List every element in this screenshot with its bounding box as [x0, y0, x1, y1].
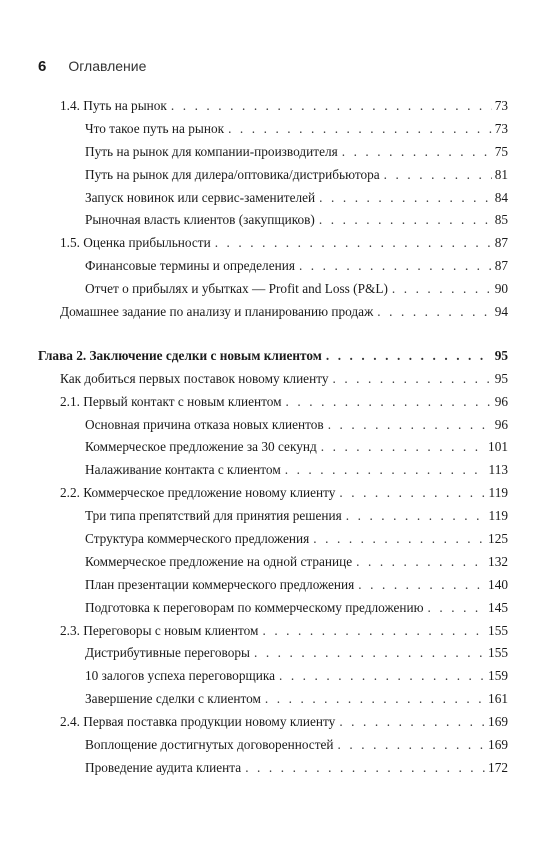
toc-entry[interactable] [38, 757, 508, 780]
dot-leader [299, 255, 492, 278]
dot-leader [228, 118, 492, 141]
dot-leader [215, 232, 492, 255]
toc-entry-title: Запуск новинок или сервис-заменителей [85, 189, 316, 205]
toc-entry[interactable] [38, 95, 508, 118]
toc-entry-title: 1.5. Оценка прибыльности [60, 235, 211, 251]
dot-leader [279, 665, 485, 688]
toc-entry-title: Завершение сделки с клиентом [85, 691, 261, 707]
toc-entry-title: Коммерческое предложение на одной странице [85, 553, 353, 569]
toc-entry-page: 87 [494, 258, 508, 274]
toc-entry-title: Коммерческое предложение за 30 секунд [85, 439, 317, 455]
toc-entry-title: Основная причина отказа новых клиентов [85, 416, 324, 432]
toc-entry-page: 161 [488, 691, 508, 707]
dot-leader [377, 301, 491, 324]
toc-entry-page: 85 [494, 212, 508, 228]
toc-entry[interactable] [38, 301, 508, 324]
toc-entry[interactable] [38, 255, 508, 278]
dot-leader [285, 459, 486, 482]
dot-leader [171, 95, 492, 118]
toc-entry-page: 96 [494, 416, 508, 432]
toc-entry[interactable] [38, 391, 508, 414]
toc-entry-title: 10 залогов успеха переговорщика [85, 668, 275, 684]
toc-entry-title: Путь на рынок для компании-производителя [85, 143, 338, 159]
toc-entry-title: Что такое путь на рынок [85, 120, 225, 136]
toc-entry-title: Отчет о прибылях и убытках — Profit and Loss (P&L) [85, 281, 388, 297]
toc-entry-title: Структура коммерческого предложения [85, 531, 310, 547]
toc-entry[interactable] [38, 414, 508, 437]
toc-entry-page: 95 [494, 370, 508, 386]
toc-entry-page: 119 [488, 485, 508, 501]
toc-entry[interactable] [38, 278, 508, 301]
toc-entry[interactable] [38, 574, 508, 597]
page-header [38, 58, 146, 75]
toc-entry[interactable] [38, 665, 508, 688]
toc-entry-title: 2.3. Переговоры с новым клиентом [60, 622, 259, 638]
dot-leader [342, 141, 492, 164]
toc-entry-page: 145 [488, 599, 508, 615]
toc-entry-page: 159 [488, 668, 508, 684]
dot-leader [265, 688, 485, 711]
dot-leader [319, 187, 492, 210]
toc-entry-title: Подготовка к переговорам по коммерческому предложению [85, 599, 424, 615]
toc-entry[interactable] [38, 528, 508, 551]
toc-entry-page: 84 [494, 189, 508, 205]
toc-entry-page: 169 [488, 714, 508, 730]
dot-leader [339, 482, 485, 505]
toc-entry[interactable] [38, 232, 508, 255]
page-number: 6 [38, 58, 47, 75]
dot-leader [346, 505, 486, 528]
toc-entry[interactable] [38, 368, 508, 391]
toc-entry-page: 87 [494, 235, 508, 251]
toc-entry-title: 1.4. Путь на рынок [60, 98, 167, 113]
toc-entry[interactable] [38, 345, 508, 368]
dot-leader [338, 734, 486, 757]
dot-leader [245, 757, 485, 780]
dot-leader [339, 711, 485, 734]
toc-entry-title: Налаживание контакта с клиентом [85, 462, 281, 478]
toc-entry-title: Домашнее задание по анализу и планированию продаж [60, 304, 374, 320]
dot-leader [262, 620, 485, 643]
toc-entry[interactable] [38, 459, 508, 482]
toc-entry[interactable] [38, 482, 508, 505]
running-title: Оглавление [68, 58, 147, 74]
toc-entry-title: 2.4. Первая поставка продукции новому клиенту [60, 714, 336, 730]
toc-entry-title: Путь на рынок для дилера/оптовика/дистрибьютора [85, 166, 380, 182]
dot-leader [356, 551, 485, 574]
dot-leader [332, 368, 491, 391]
dot-leader [358, 574, 485, 597]
toc-entry-title: Воплощение достигнутых договоренностей [85, 737, 334, 753]
toc-entry-page: 113 [488, 462, 508, 478]
toc-entry-page: 81 [494, 166, 508, 182]
toc-entry[interactable] [38, 620, 508, 643]
toc-entry-title: Как добиться первых поставок новому клиенту [60, 370, 329, 386]
toc-entry-title: Глава 2. Заключение сделки с новым клиентом [38, 347, 322, 363]
dot-leader [392, 278, 492, 301]
toc-entry[interactable] [38, 505, 508, 528]
toc-entry[interactable] [38, 551, 508, 574]
toc-entry-page: 73 [494, 98, 508, 113]
toc-entry-page: 140 [488, 576, 508, 592]
toc-entry[interactable] [38, 711, 508, 734]
toc-entry[interactable] [38, 209, 508, 232]
toc-entry-title: 2.2. Коммерческое предложение новому клиенту [60, 485, 336, 501]
dot-leader [286, 391, 492, 414]
toc-entry-page: 90 [494, 281, 508, 297]
toc-entry-page: 119 [488, 508, 508, 524]
toc-entry-page: 125 [488, 531, 508, 547]
toc-entry-page: 132 [488, 553, 508, 569]
toc-entry-title: 2.1. Первый контакт с новым клиентом [60, 393, 282, 409]
toc-entry-title: План презентации коммерческого предложения [85, 576, 355, 592]
toc-entry[interactable] [38, 734, 508, 757]
toc-entry-page: 96 [494, 393, 508, 409]
toc-entry-page: 73 [494, 120, 508, 136]
toc-entry-page: 172 [488, 759, 508, 775]
toc-entry-title: Дистрибутивные переговоры [85, 645, 250, 661]
toc-entry[interactable] [38, 597, 508, 620]
toc-entry-page: 155 [488, 645, 508, 661]
toc-entry-page: 95 [494, 347, 508, 363]
toc-entry[interactable] [38, 688, 508, 711]
toc-entry[interactable] [38, 118, 508, 141]
toc-entry-page: 75 [494, 143, 508, 159]
table-of-contents [38, 95, 508, 780]
dot-leader [326, 345, 492, 368]
toc-entry-title: Проведение аудита клиента [85, 759, 242, 775]
toc-entry-page: 169 [488, 737, 508, 753]
dot-leader [254, 642, 485, 665]
toc-entry-title: Рыночная власть клиентов (закупщиков) [85, 212, 315, 228]
dot-leader [328, 414, 492, 437]
dot-leader [313, 528, 485, 551]
toc-section [38, 95, 508, 324]
toc-section [38, 345, 508, 780]
dot-leader [428, 597, 486, 620]
toc-entry[interactable] [38, 164, 508, 187]
dot-leader [384, 164, 492, 187]
toc-entry-title: Финансовые термины и определения [85, 258, 295, 274]
toc-entry-page: 101 [488, 439, 508, 455]
toc-entry-title: Три типа препятствий для принятия решения [85, 508, 342, 524]
toc-entry-page: 155 [488, 622, 508, 638]
toc-entry[interactable] [38, 642, 508, 665]
toc-entry-page: 94 [494, 304, 508, 320]
toc-entry[interactable] [38, 187, 508, 210]
dot-leader [321, 436, 485, 459]
toc-entry[interactable] [38, 141, 508, 164]
toc-entry[interactable] [38, 436, 508, 459]
dot-leader [319, 209, 492, 232]
